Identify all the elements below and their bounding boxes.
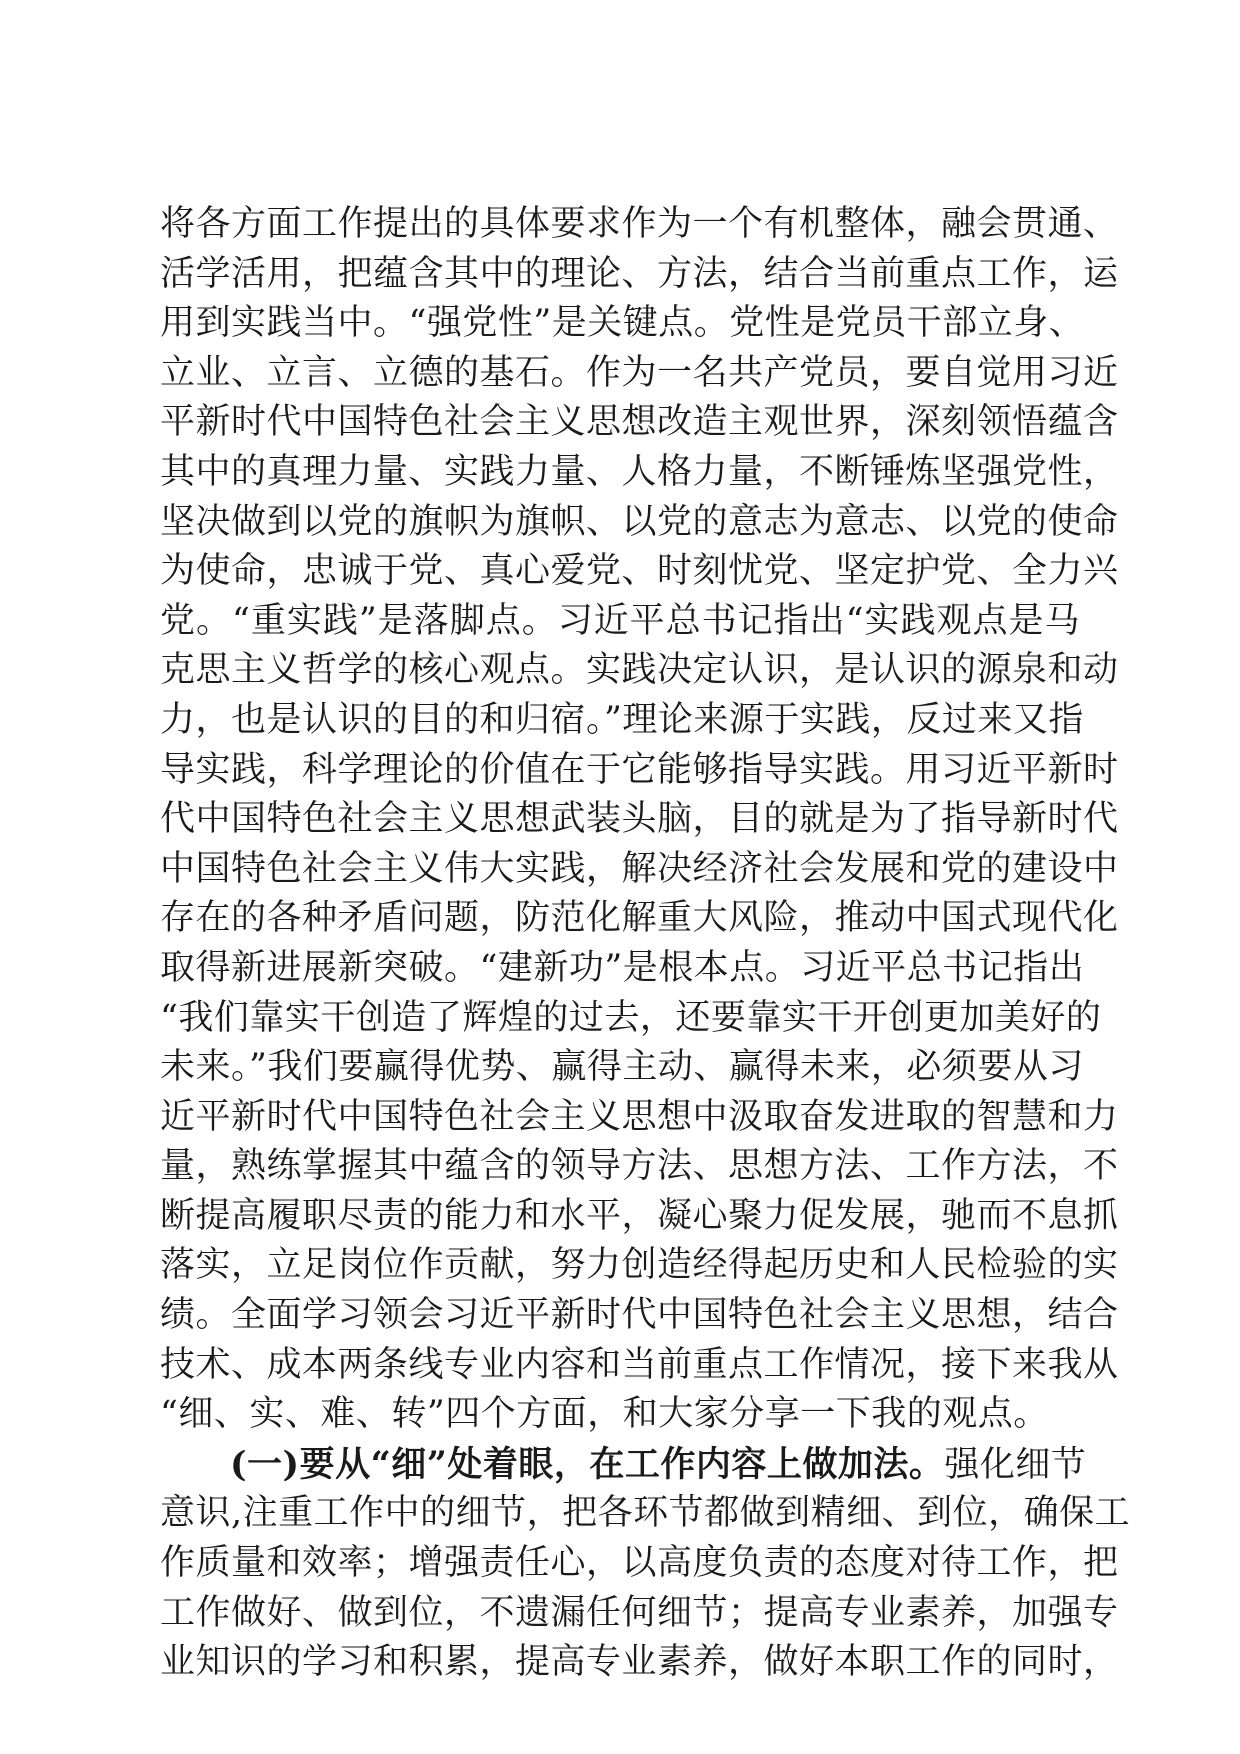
- paragraph-line: 克思主义哲学的核心观点。实践决定认识，是认识的源泉和动: [160, 650, 1119, 691]
- paragraph-line: “我们靠实干创造了辉煌的过去，还要靠实干开创更加美好的: [160, 997, 1102, 1038]
- paragraph-line: 力，也是认识的目的和归宿。”理论来源于实践，反过来又指: [160, 699, 1084, 740]
- paragraph-line: 近平新时代中国特色社会主义思想中汲取奋发进取的智慧和力: [160, 1096, 1119, 1137]
- paragraph-line: 立业、立言、立德的基石。作为一名共产党员，要自觉用习近: [160, 352, 1119, 393]
- paragraph-line: 坚决做到以党的旗帜为旗帜、以党的意志为意志、以党的使命: [160, 501, 1119, 542]
- paragraph-line: 技术、成本两条线专业内容和当前重点工作情况，接下来我从: [160, 1344, 1119, 1385]
- paragraph-line: 绩。全面学习领会习近平新时代中国特色社会主义思想，结合: [160, 1295, 1119, 1336]
- paragraph-line: 业知识的学习和积累，提高专业素养，做好本职工作的同时，: [160, 1642, 1119, 1683]
- paragraph-line: 量，熟练掌握其中蕴含的领导方法、思想方法、工作方法，不: [160, 1146, 1119, 1187]
- paragraph-line: 代中国特色社会主义思想武装头脑，目的就是为了指导新时代: [160, 799, 1119, 840]
- paragraph-line: 活学活用，把蕴含其中的理论、方法，结合当前重点工作，运: [160, 253, 1119, 294]
- paragraph-line: 其中的真理力量、实践力量、人格力量，不断锤炼坚强党性，: [160, 451, 1119, 492]
- paragraph-line: 为使命，忠诚于党、真心爱党、时刻忧党、坚定护党、全力兴: [160, 551, 1119, 592]
- paragraph-line: 中国特色社会主义伟大实践，解决经济社会发展和党的建设中: [160, 848, 1119, 889]
- paragraph-line: 将各方面工作提出的具体要求作为一个有机整体，融会贯通、: [160, 204, 1119, 244]
- paragraph-line: 平新时代中国特色社会主义思想改造主观世界，深刻领悟蕴含: [160, 402, 1119, 443]
- document-body: [160, 200, 1131, 1688]
- paragraph-line: 工作做好、做到位，不遗漏任何细节；提高专业素养，加强专: [160, 1592, 1119, 1633]
- paragraph-line: 用到实践当中。“强党性”是关键点。党性是党员干部立身、: [160, 303, 1085, 344]
- section-first-line: [160, 1440, 1087, 1490]
- paragraph-line: 未来。”我们要赢得优势、赢得主动、赢得未来，必须要从习: [160, 1047, 1084, 1088]
- paragraph-line: 断提高履职尽责的能力和水平，凝心聚力促发展，驰而不息抓: [160, 1195, 1119, 1236]
- paragraph-line: 意识,注重工作中的细节，把各环节都做到精细、到位，确保工: [160, 1493, 1131, 1534]
- section-heading: (一)要从“细”处着眼，在工作内容上做加法。: [230, 1443, 945, 1485]
- paragraph-line: 落实，立足岗位作贡献，努力创造经得起历史和人民检验的实: [160, 1245, 1119, 1286]
- paragraph-line: 作质量和效率；增强责任心，以高度负责的态度对待工作，把: [160, 1543, 1119, 1584]
- paragraph-line: 取得新进展新突破。“建新功”是根本点。习近平总书记指出: [160, 947, 1085, 988]
- paragraph-line: 导实践，科学理论的价值在于它能够指导实践。用习近平新时: [160, 749, 1119, 790]
- paragraph-line: “细、实、难、转”四个方面，和大家分享一下我的观点。: [160, 1394, 1049, 1435]
- paragraph-line: 存在的各种矛盾问题，防范化解重大风险，推动中国式现代化: [160, 898, 1119, 939]
- section-first-line-text: 强化细节: [944, 1444, 1087, 1485]
- paragraph-line: 党。“重实践”是落脚点。习近平总书记指出“实践观点是马: [160, 600, 1080, 641]
